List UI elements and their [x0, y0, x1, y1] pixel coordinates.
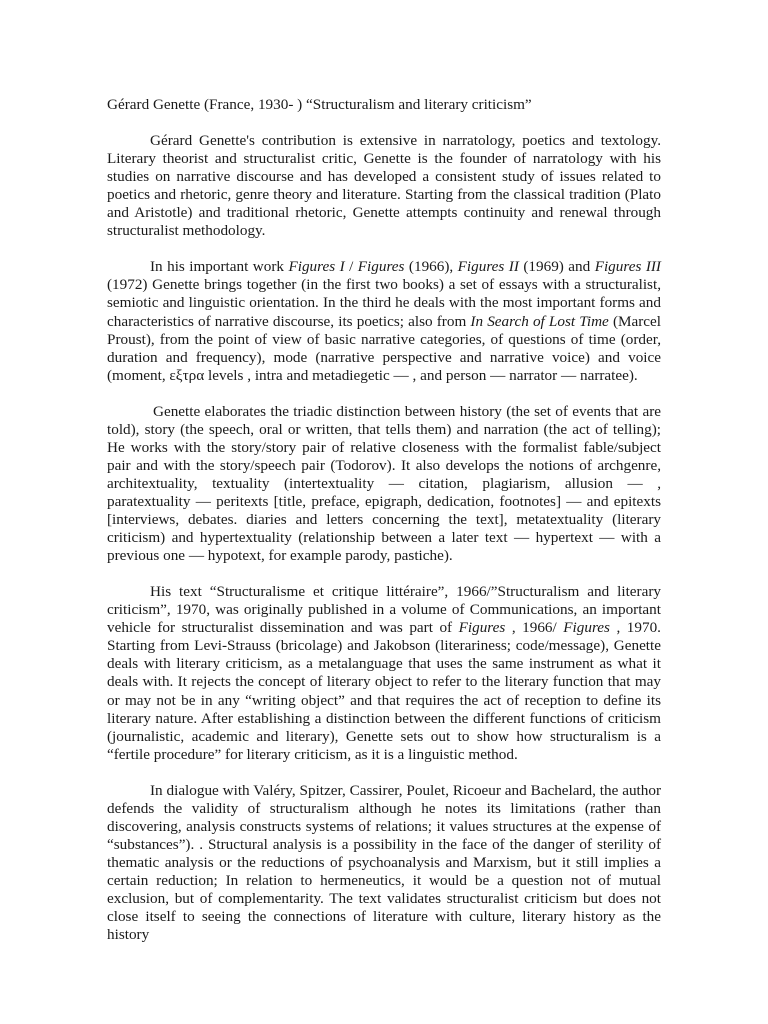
book-title: Figures I: [288, 258, 345, 276]
paragraph-1: [107, 132, 661, 240]
paragraph-5: [107, 782, 661, 944]
paragraph-4: [107, 583, 661, 763]
text-segment: Genette elaborates the triadic distinction between history (the set of events that are told), story (the speech, oral or written, that tells them) and narration (the act of telling); He works with the story/story pair of relative closeness with the formalist fable/subject pair and with the story/speech pair (Todorov). It also develops the notions of archgenre, architextuality, textuality (intertextuality — citation, plagiarism, allusion — , paratextuality — peritexts [title, preface, epigraph, dedication, footnotes] — and epitexts [interviews, debates. diaries and letters concerning the text], metatextuality (literary criticism) and hypertextuality (relationship between a later text — hypertext — with a previous one — hypotext, for example parody, pastiche).: [107, 402, 661, 565]
text-segment: In dialogue with Valéry, Spitzer, Cassirer, Poulet, Ricoeur and Bachelard, the author defends the validity of structuralism although he notes its limitations (rather than discovering, analysis constructs systems of relations; it values structures at the expense of “substances”). . Structural analysis is a possibility in the face of the danger of sterility of thematic analysis or the reductions of psychoanalysis and Marxism, but it still implies a certain reduction; In relation to hermeneutics, it would be a question not of mutual exclusion, but of complementarity. The text validates structuralist criticism but does not close itself to seeing the connections of literature with culture, literary history as the history: [107, 781, 661, 944]
book-title: Figures III: [594, 258, 661, 276]
document-title: Gérard Genette (France, 1930- ) “Structuralism and literary criticism”: [107, 96, 532, 113]
book-title: In Search of Lost Time: [470, 312, 609, 330]
document-page: [107, 96, 661, 944]
book-title: Figures: [563, 619, 610, 637]
paragraph-2: [107, 258, 661, 384]
paragraph-3: [107, 403, 661, 565]
text-segment: (1966),: [404, 258, 458, 276]
text-segment: (1972) Genette brings together (in the first two books) a set of essays with a structuralist, semiotic and linguistic orientation. In the third he deals with the most important forms and characteristics of narrative discourse, its poetics; also from: [107, 276, 661, 330]
text-segment: His text “Structuralisme et critique littéraire”, 1966/”Structuralism and literary criticism”, 1970, was originally published in a volume of Communications, an important vehicle for structuralist dissemination and was part of: [107, 583, 661, 637]
text-segment: /: [344, 258, 358, 276]
text-segment: , 1966/: [505, 619, 564, 637]
book-title: Figures II: [457, 258, 519, 276]
text-segment: In his important work: [150, 258, 289, 276]
text-segment: , 1970. Starting from Levi-Strauss (bricolage) and Jakobson (literariness; code/message), Genette deals with literary criticism, as a metalanguage that uses the same instrument as what it deals with. It rejects the concept of literary object to refer to the literary function that may or may not be in any “writing object” and that requires the act of reception to define its literary nature. After establishing a distinction between the different functions of criticism (journalistic, academic and literary), Genette sets out to show how structuralism is a “fertile procedure” for literary criticism, as it is a linguistic method.: [107, 619, 661, 763]
book-title: Figures: [357, 258, 405, 276]
text-segment: (1969) and: [518, 258, 595, 276]
book-title: Figures: [458, 619, 506, 637]
text-segment: Gérard Genette's contribution is extensive in narratology, poetics and textology. Literary theorist and structuralist critic, Genette is the founder of narratology with his studies on narrative discourse and has developed a consistent study of issues related to poetics and rhetoric, genre theory and literature. Starting from the classical tradition (Plato and Aristotle) and traditional rhetoric, Genette attempts continuity and renewal through structuralist methodology.: [107, 132, 661, 240]
text-segment: (Marcel Proust), from the point of view of basic narrative categories, of questions of time (order, duration and frequency), mode (narrative perspective and narrative voice) and voice (moment, εξτρα levels , intra and metadiegetic — , and person — narrator — narratee).: [107, 312, 662, 384]
